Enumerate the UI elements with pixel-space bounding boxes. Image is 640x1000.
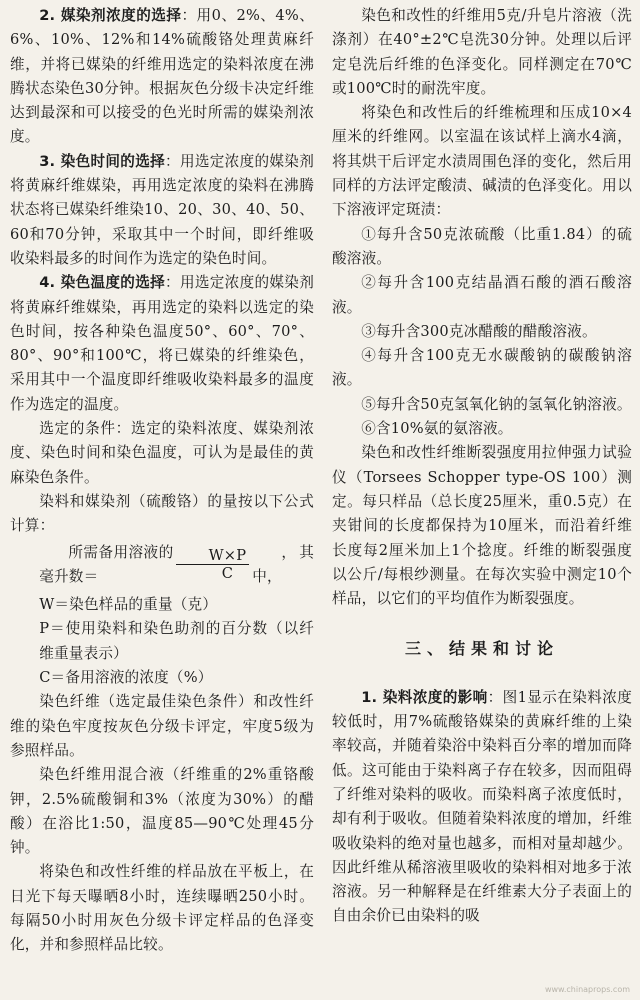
heading-dyeing-temperature: 4. 染色温度的选择 bbox=[39, 274, 166, 292]
right-column bbox=[332, 4, 632, 929]
text: ：图1显示在染料浓度较低时，用7%硫酸铬媒染的黄麻纤维的上染率较高，并随着染浴中染料百分率的增加而降低。这可能由于染料离子存在较多，因而阻碍了纤维对染料的吸收。而染料离子浓度低时，却有利于吸收。但随着染料浓度的增加，纤维吸收染料的绝对量也越多，而相对量却越少。因此纤维从稀溶液里吸收的染料相对地多于浓溶液。另一种解释是在纤维素大分子表面上的自由余价已由染料的吸 bbox=[332, 688, 632, 925]
paragraph-dye-concentration-effect bbox=[332, 686, 632, 929]
formula-denominator: C bbox=[221, 565, 234, 583]
paragraph-breaking-strength: 染色和改性纤维断裂强度用拉伸强力试验仪（Torsees Schopper type-OS 100）测定。每只样品（总长度25厘米，重0.5克）在夹钳间的长度都保持为10厘米，而沿着纤维长度每2厘米加上1个捻度。纤维的断裂强度以公斤/每根纱测量。在每次实验中测定10个样品，以它们的平均值作为断裂强度。 bbox=[332, 444, 632, 608]
text: ：用0、2%、4%、6%、10%、12%和14%硫酸铬处理黄麻纤维，并将已媒染的纤维用选定的染料浓度在沸腾状态染色30分钟。根据灰色分级卡决定纤维达到最深和可以接受的色光时所需的媒染剂浓度。 bbox=[10, 7, 315, 146]
formula-tail: ，其中， bbox=[252, 543, 314, 585]
list-item-sulfuric: ①每升含50克浓硫酸（比重1.84）的硫酸溶液。 bbox=[332, 225, 632, 267]
paragraph-dyeing-temperature bbox=[10, 271, 314, 417]
paragraph-fastness-evaluation: 染色纤维（选定最佳染色条件）和改性纤维的染色牢度按灰色分级卡评定，牢度5级为参照样品。 bbox=[10, 693, 314, 759]
paragraph-soap-washing: 染色和改性的纤维用5克/升皂片溶液（洗涤剂）在40°±2℃皂洗30分钟。处理以后评定皂洗后纤维的色泽变化。同样测定在70℃或100℃时的耐洗牢度。 bbox=[332, 7, 632, 97]
list-item-ammonia: ⑥含10%氨的氨溶液。 bbox=[361, 420, 513, 438]
watermark: www.chinaprops.com bbox=[544, 985, 630, 994]
text: ：用选定浓度的媒染剂将黄麻纤维媒染，再用选定的染料以选定的染色时间，按各种染色温度50°、60°、70°、80°、90°和100℃，将已媒染的纤维染色，采用其中一个温度即纤维吸收染料最多的温度作为选定的温度。 bbox=[10, 274, 314, 413]
paragraph-selected-conditions: 选定的条件：选定的染料浓度、媒染剂浓度、染色时间和染色温度，可认为是最佳的黄麻染色条件。 bbox=[10, 420, 314, 486]
heading-dyeing-time: 3. 染色时间的选择 bbox=[39, 152, 166, 170]
formula-fraction bbox=[176, 547, 249, 582]
heading-mordant-concentration: 2. 媒染剂浓度的选择 bbox=[39, 7, 182, 24]
list-item-sodium-carbonate: ④每升含100克无水碳酸钠的碳酸钠溶液。 bbox=[332, 347, 632, 389]
definition-p: P＝使用染料和染色助剂的百分数（以纤维重量表示） bbox=[39, 620, 314, 662]
paragraph-formula-intro: 染料和媒染剂（硫酸铬）的量按以下公式计算： bbox=[10, 492, 314, 535]
section-title: 三、结果和讨论 bbox=[404, 639, 559, 659]
paragraph-dye-agent-concentration bbox=[10, 4, 314, 150]
formula-lhs: 所需备用溶液的毫升数＝ bbox=[39, 543, 174, 585]
formula-definitions bbox=[10, 593, 314, 690]
left-column bbox=[10, 4, 314, 958]
definition-c: C＝备用溶液的浓度（%） bbox=[39, 669, 213, 687]
paragraph-spot-test: 将染色和改性后的纤维梳理和压成10×4厘米的纤维网。以室温在该试样上滴水4滴，将其烘干后评定水渍周围色泽的变化，然后用同样的方法评定酸渍、碱渍的色泽变化。用以下溶液评定斑渍： bbox=[332, 104, 632, 219]
formula bbox=[10, 541, 314, 590]
definition-w: W＝染色样品的重量（克） bbox=[39, 596, 218, 614]
list-item-sodium-hydroxide: ⑤每升含50克氢氧化钠的氢氧化钠溶液。 bbox=[361, 395, 632, 413]
formula-numerator: W×P bbox=[176, 547, 249, 565]
paragraph-sunlight-exposure: 将染色和改性纤维的样品放在平板上，在日光下每天曝晒8小时，连续曝晒250小时。每隔50小时用灰色分级卡评定样品的色泽变化，并和参照样品比较。 bbox=[10, 863, 314, 954]
paragraph-mixed-solution: 染色纤维用混合液（纤维重的2%重铬酸钾，2.5%硫酸铜和3%（浓度为30%）的醋酸）在浴比1:50，温度85—90℃处理45分钟。 bbox=[10, 766, 314, 857]
list-item-tartaric: ②每升含100克结晶酒石酸的酒石酸溶液。 bbox=[332, 274, 632, 316]
list-item-acetic: ③每升含300克冰醋酸的醋酸溶液。 bbox=[361, 322, 597, 340]
paragraph-dyeing-time bbox=[10, 150, 314, 271]
text: ：用选定浓度的媒染剂将黄麻纤维媒染，再用选定浓度的染料在沸腾状态将已媒染纤维染10、20、30、40、50、60和70分钟，采取其中一个时间，即纤维吸收染料最多的时间作为选定的染色时间。 bbox=[10, 152, 314, 267]
heading-dye-concentration-effect: 1. 染料浓度的影响 bbox=[361, 688, 488, 706]
